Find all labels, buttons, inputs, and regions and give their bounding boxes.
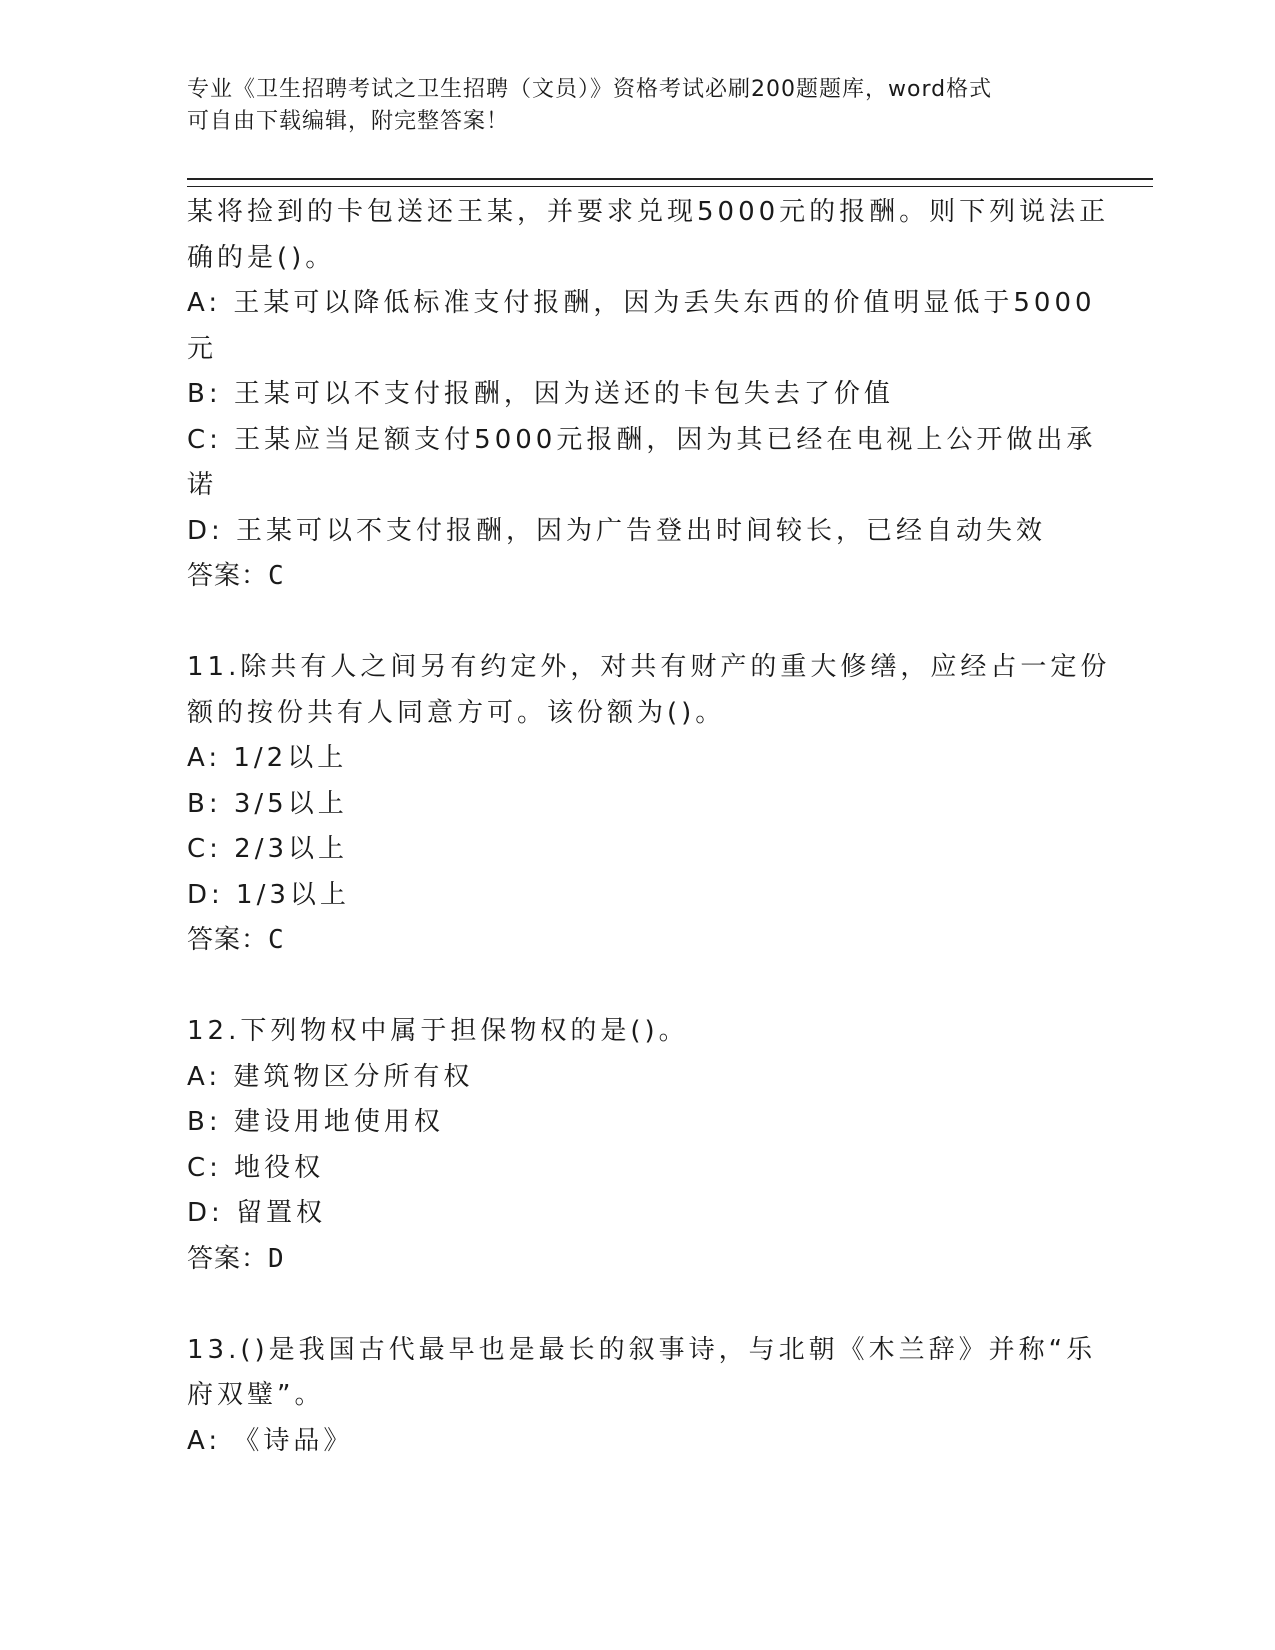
- option-a: A: 1/2以上: [187, 743, 348, 773]
- option-d: D: 王某可以不支付报酬，因为广告登出时间较长，已经自动失效: [187, 515, 1047, 546]
- answer-value: D: [268, 1243, 285, 1274]
- option-a-continued: 元: [187, 333, 218, 364]
- option-c-continued: 诺: [187, 470, 218, 500]
- answer-line: [187, 1237, 1087, 1283]
- question-stem-line: 11.除共有人之间另有约定外，对共有财产的重大修缮，应经占一定份: [187, 652, 1111, 682]
- option-c: C: 王某应当足额支付5000元报酬，因为其已经在电视上公开做出承: [187, 424, 1097, 455]
- question-stem-line: 府双璧”。: [187, 1380, 325, 1410]
- question-stem-line: 12.下列物权中属于担保物权的是()。: [187, 1016, 689, 1046]
- spacer: [187, 600, 1087, 646]
- answer-label: 答案：: [187, 1243, 269, 1274]
- answer-label: 答案：: [187, 925, 269, 955]
- answer-label: 答案：: [187, 561, 269, 591]
- document-header: [187, 74, 1087, 138]
- option-c: C: 地役权: [187, 1152, 325, 1183]
- option-d: D: 留置权: [187, 1198, 327, 1228]
- option-a: A: 王某可以降低标准支付报酬，因为丢失东西的价值明显低于5000: [187, 288, 1096, 318]
- question-13: [187, 1328, 1097, 1465]
- spacer: [187, 964, 1087, 1010]
- question-stem-line: 额的按份共有人同意方可。该份额为()。: [187, 697, 726, 728]
- answer-line: [187, 918, 1087, 964]
- header-title-line-1: 专业《卫生招聘考试之卫生招聘（文员）》资格考试必刷200题题库，word格式: [187, 77, 993, 102]
- option-a: A: 《诗品》: [187, 1425, 354, 1456]
- answer-value: C: [268, 561, 285, 591]
- question-stem-line: 某将捡到的卡包送还王某，并要求兑现5000元的报酬。则下列说法正: [187, 197, 1110, 227]
- option-a: A: 建筑物区分所有权: [187, 1061, 474, 1092]
- question-11: [187, 645, 1111, 964]
- answer-value: C: [268, 925, 285, 955]
- option-b: B: 王某可以不支付报酬，因为送还的卡包失去了价值: [187, 379, 894, 409]
- question-stem-line: 确的是()。: [187, 242, 336, 273]
- option-d: D: 1/3以上: [187, 879, 350, 910]
- header-title-line-2: 可自由下载编辑，附完整答案！: [187, 109, 510, 134]
- option-b: B: 建设用地使用权: [187, 1107, 444, 1137]
- question-10: [187, 190, 1110, 600]
- question-list: [187, 190, 1111, 1464]
- question-12: [187, 1009, 1087, 1282]
- option-b: B: 3/5以上: [187, 788, 348, 819]
- option-c: C: 2/3以上: [187, 834, 349, 864]
- spacer: [187, 1282, 1087, 1328]
- answer-line: [187, 554, 1087, 600]
- header-divider: [187, 178, 1153, 187]
- question-stem-line: 13.()是我国古代最早也是最长的叙事诗，与北朝《木兰辞》并称“乐: [187, 1334, 1097, 1365]
